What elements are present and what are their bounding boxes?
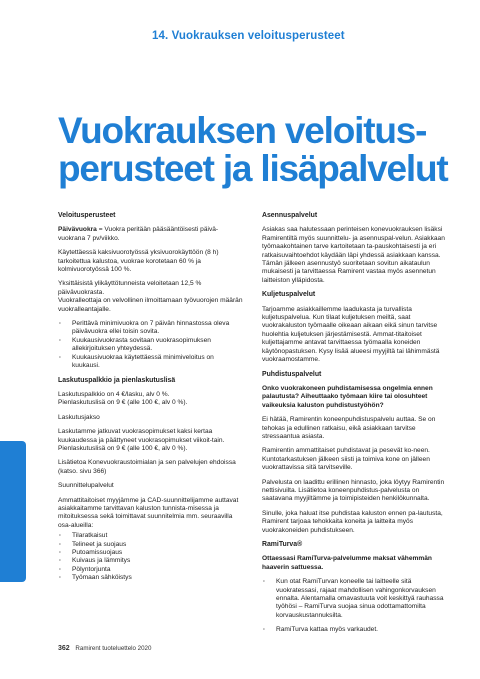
heading-veloitus: Veloitusperusteet <box>58 212 116 219</box>
page-title-line2: perusteet ja lisäpalvelut <box>58 148 448 189</box>
list-item: · RamiTurva kattaa myös varkaudet. <box>262 626 450 634</box>
heading-puhdistus: Puhdistuspalvelut <box>262 370 322 378</box>
bullet-list <box>262 578 450 634</box>
paragraph: Vuokralleottaja on velvollinen ilmoittamaan työvuorojen määrän vuokralleantajalle. <box>58 297 243 313</box>
right-column <box>262 212 450 641</box>
section-tab <box>0 441 26 582</box>
list-item: · Pölyntorjunta <box>58 566 243 574</box>
paragraph-bold: Ottaessasi RamiTurva-palvelumme maksat vähemmän haaverin sattuessa. <box>262 555 432 571</box>
chapter-title: 14. Vuokrauksen veloitusperusteet <box>152 30 345 42</box>
paragraph: Laskutamme jatkuvat vuokrasopimukset kaksi kertaa kuukaudessa ja päättyneet vuokrasopimukset viikoit-tain. <box>58 428 225 444</box>
paragraph: Pienlaskutuslisä on 9 € (alle 100 €, alv 0 %). <box>58 444 188 452</box>
heading-suunnittelu: Suunnittelupalvelut <box>58 482 114 490</box>
paragraph: Lisätietoa Konevuokraustoimialan ja sen palvelujen ehdoissa (katso. sivu 366) <box>58 459 236 475</box>
paragraph: Sinulle, joka haluat itse puhdistaa kaluston ennen pa-lautusta, Ramirent tarjoaa tehokkaita koneita ja laitteita myös vuokrakoneiden puhdistukseen. <box>262 509 443 534</box>
paragraph: Palvelusta on laadittu erillinen hinnasto, joka löytyy Ramirentin nettisivuilta. Lisätietoa koneenpuhdistus-palvelusta on saatavana myyjiltämme ja toimipisteiden henkilökunnalta. <box>262 478 445 503</box>
paivavuokra-paragraph <box>58 226 243 243</box>
paragraph: Tarjoamme asiakkaillemme laadukasta ja turvallista kuljetuspalvelua. Kun tilaat kuljetuksen meiltä, saat vuokrakaluston työmaalle oikeaan aikaan eikä sinun tarvitse huolehtia kuljetuksen järjestämisestä. Ammat-titaitoiset kuljettajamme antavat tarvittaessa työmaalla koneiden käytönopastuksen. Kysy lisää alueesi myyjiltä tai lähimmästä vuokraamostamme. <box>262 305 440 364</box>
bullet-list <box>58 320 243 370</box>
paragraph: Ramirentin ammattitaiset puhdistavat ja pesevät ko-neen. Kuntotarkastuksen jälkeen siisti ja toimiva kone on jälleen vuokrattavissa sitä tarvitseville. <box>262 447 430 472</box>
heading-ramiturva: RamiTurva® <box>262 541 303 548</box>
paragraph: Yksittäisistä ylikäyttötunneista veloitetaan 12,5 % päivävuokrasta. <box>58 280 202 296</box>
footer-text: Ramirent tuoteluettelo 2020 <box>75 645 152 652</box>
list-item: · Kuivaus ja lämmitys <box>58 557 243 565</box>
paivavuokra-rest: = Vuokra peritään pääsääntöisesti päivä-vuokrana 7 pv/viikko. <box>58 226 219 242</box>
heading-asennus: Asennuspalvelut <box>262 212 318 219</box>
list-item: · Kun otat RamiTurvan koneelle tai laitteelle sitä vuokratessasi, rajaat mahdollisen vahingonkorvauksen ennalta. Alentamalla omavastuuta voit keskittyä rauhassa työhösi – RamiTurva suojaa sinua odottamattomilta korvauskustannuksilta. <box>262 578 450 620</box>
paragraph-bold: Onko vuokrakoneen puhdistamisessa ongelmia ennen palautusta? Aiheuttaako työmaan kiire tai olosuhteet vaikeuksia kaluston puhdistustyöhön? <box>262 384 433 409</box>
page-title <box>58 112 478 188</box>
paragraph: Käytettäessä kaksivuorotyössä yksivuorokäyttöön (8 h) tarkoitettua kalustoa, vuokrae korotetaan 60 % ja kolmivuorotyössä 100 %. <box>58 249 219 274</box>
paragraph: Asiakas saa halutessaan perinteisen konevuokrauksen lisäksi Ramirentiltä myös suunnittelu- ja asennuspal-velun. Asiakkaan työmaakohtainen tarve kartoitetaan ta-pauskohtaisesti ja eri ratkaisuvaihtoehdot käydään läpi yhdessä asiakkaan kanssa. Tämän jälkeen asennustyö suoritetaan sovitun aikataulun mukaisesti ja tarvittaessa Ramirent vastaa myös asennetun laitteiston ylläpidosta. <box>262 226 445 284</box>
list-item: · Telineet ja suojaus <box>58 541 243 549</box>
paivavuokra-lead: Päivävuokra <box>58 226 97 234</box>
list-item: · Kuukausivuokraa käytettäessä minimiveloitus on kuukausi. <box>58 354 243 371</box>
list-item: · Perittävä minimivuokra on 7 päivän hinnastossa oleva päivävuokra ellei toisin sovita. <box>58 320 243 337</box>
heading-kuljetus: Kuljetuspalvelut <box>262 291 316 299</box>
page-number: 362 <box>58 645 70 652</box>
list-item: · Putoamissuojaus <box>58 549 243 557</box>
page-title-line1: Vuokrauksen veloitus- <box>58 110 427 151</box>
paragraph: Laskutuspalkkio on 4 €/lasku, alv 0 %. <box>58 390 170 398</box>
list-item: · Kuukausivuokrasta sovitaan vuokrasopimuksen allekirjoituksen yhteydessä. <box>58 337 243 354</box>
list-item: · Tilaratkaisut <box>58 532 243 540</box>
heading-laskutusjakso: Laskutusjakso <box>58 413 100 421</box>
list-item: · Työmaan sähköistys <box>58 574 243 582</box>
paragraph: Ei hätää, Ramirentin koneenpuhdistuspalvelu auttaa. Se on tehokas ja edullinen ratkaisu, eikä asiakkaan tarvitse stressaantua asiasta. <box>262 416 436 440</box>
heading-laskutus: Laskutuspalkkio ja pienlaskutuslisä <box>58 376 176 384</box>
paragraph: Ammattitaitoiset myyjämme ja CAD-suunnittelijamme auttavat asiakkaitamme tarvittavan kaluston tunnista-misessa ja mitoituksessa sekä toimittavat suunnitelmia mm. seuraavilla osa-alueilla: <box>58 496 239 529</box>
page-footer <box>58 645 151 652</box>
left-column <box>58 212 243 589</box>
paragraph: Pienlaskutuslisä on 9 € (alle 100 €, alv 0 %). <box>58 399 188 407</box>
bullet-list <box>58 532 243 582</box>
